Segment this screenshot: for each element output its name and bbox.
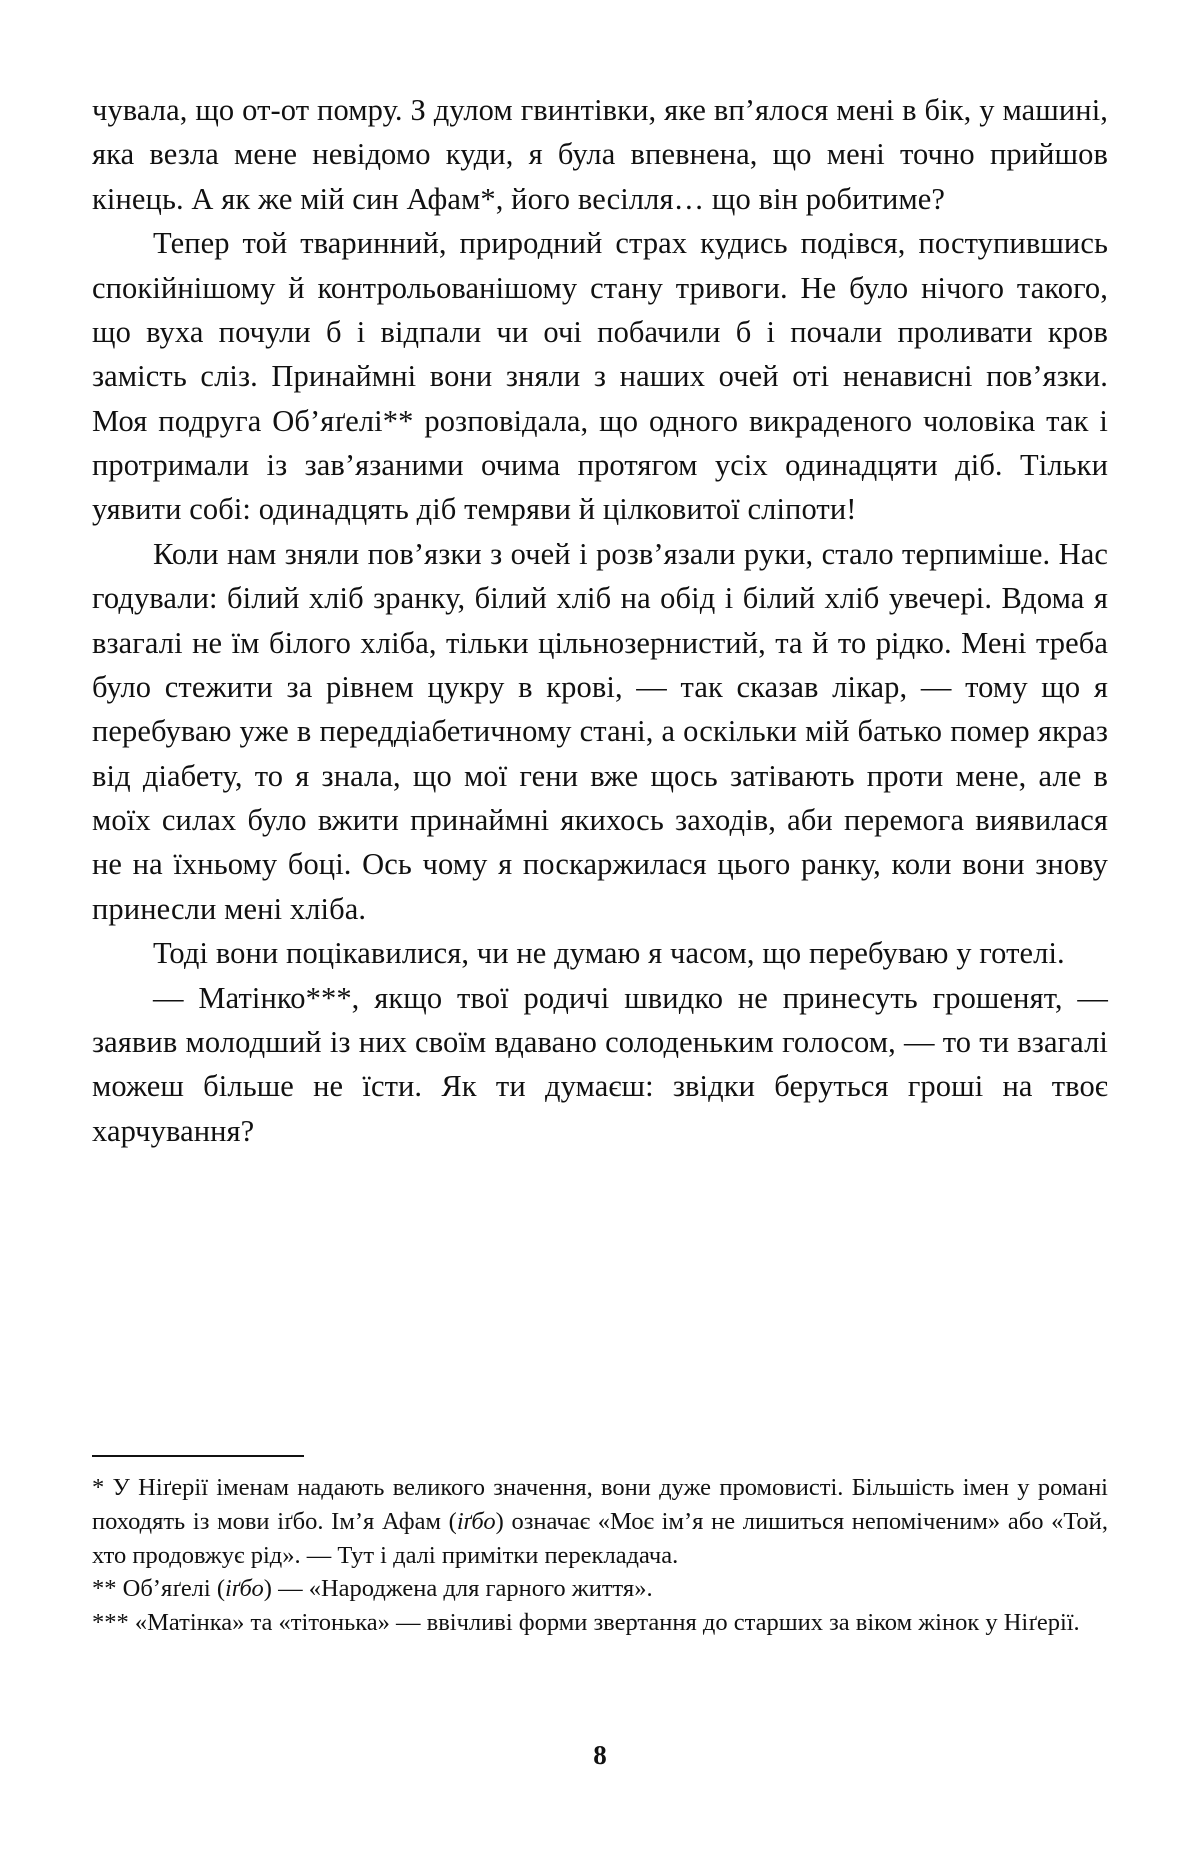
paragraph-2: Тепер той тваринний, природний страх кудись подівся, поступившись спокійнішому й контрольованішому стану тривоги. Не було нічого такого, що вуха почули б і відпали чи очі побачили б і почали проливати кров замість сліз. Принаймні вони зняли з наших очей оті ненависні пов’язки. Моя подруга Об’яґелі** розповідала, що одного викраденого чоловіка так і протримали із зав’язаними очима протягом усіх одинадцяти діб. Тільки уявити собі: одинадцять діб темряви й цілковитої сліпоти! [92,226,1108,527]
page-number: 8 [593,1740,607,1770]
footnote-3-part-1: *** «Матінка» та «тітонька» — ввічливі форми звертання до старших за віком жінок у Ніґерії. [92,1609,1080,1637]
footnote-1-part-1: * У Ніґерії іменам надають великого значення, вони дуже промовисті. Більшість імен у романі походять із мови іґбо. Ім’я Афам ( [92,1474,1108,1535]
footnote-3 [92,1606,1108,1640]
footnote-1-part-3: ) означає «Моє ім’я не лишиться непоміченим» або «Той, хто продовжує рід». — Тут і далі примітки перекладача. [92,1507,1108,1569]
paragraph-5: — Матінко***, якщо твої родичі швидко не принесуть грошенят, — заявив молодший із них своїм вдавано солоденьким голосом, — то ти взагалі можеш більше не їсти. Як ти думаєш: звідки беруться гроші на твоє харчування? [92,980,1108,1148]
footnote-2-part-3: ) — «Народжена для гарного життя». [263,1575,653,1603]
page-body-text [92,88,1108,1153]
paragraph-4: Тоді вони поцікавилися, чи не думаю я часом, що перебуваю у готелі. [153,936,1065,971]
footnote-separator-rule [92,1455,304,1457]
footnote-2 [92,1572,1108,1606]
footnote-1 [92,1471,1108,1572]
paragraph-3: Коли нам зняли пов’язки з очей і розв’язали руки, стало терпиміше. Нас годували: білий хліб зранку, білий хліб на обід і білий хліб увечері. Вдома я взагалі не їм білого хліба, тільки цільнозернистий, та й то рідко. Мені треба було стежити за рівнем цукру в крові, — так сказав лікар, — тому що я перебуваю уже в переддіабетичному стані, а оскільки мій батько помер якраз від діабету, то я знала, що мої гени вже щось затівають проти мене, але в моїх силах було вжити принаймні якихось заходів, аби перемога виявилася не на їхньому боці. Ось чому я поскаржилася цього ранку, коли вони знову принесли мені хліба. [92,536,1108,926]
paragraph-1: чувала, що от-от помру. З дулом гвинтівки, яке вп’ялося мені в бік, у машині, яка везла мене невідомо куди, я була впевнена, що мені точно прийшов кінець. А як же мій син Афам*, його весілля… що він робитиме? [92,93,1108,216]
footnotes-section [92,1455,1108,1640]
footnote-2-part-1: ** Об’яґелі ( [92,1575,226,1603]
footnote-2-part-2: іґбо [225,1575,264,1603]
footnote-1-part-2: іґбо [456,1507,496,1535]
